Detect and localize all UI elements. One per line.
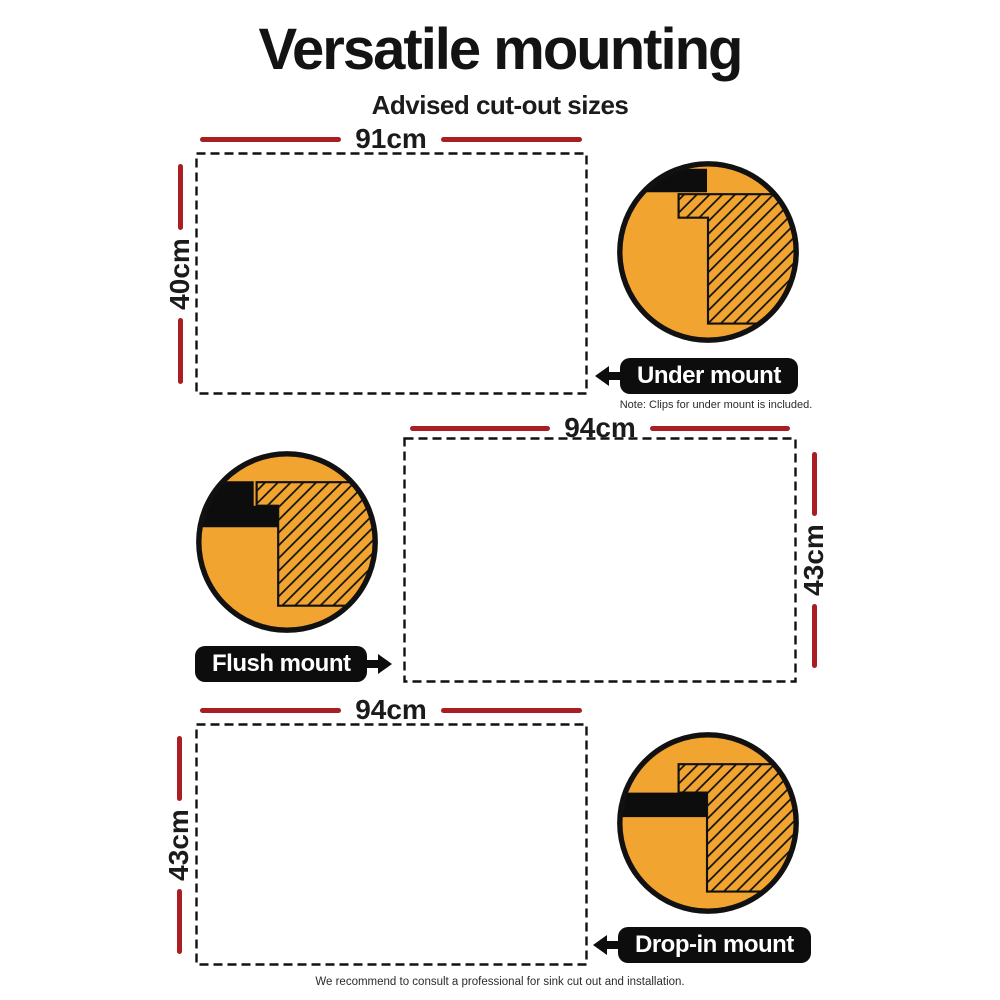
dimension-line — [200, 708, 341, 713]
flush-mount-label: Flush mount — [195, 646, 367, 682]
under-mount-cutout-rectangle — [195, 152, 588, 395]
flush-mount-cutout-rectangle — [403, 437, 797, 683]
under-mount-clips-note: Note: Clips for under mount is included. — [619, 399, 813, 411]
under-mount-label: Under mount — [620, 358, 798, 394]
dimension-line — [441, 708, 582, 713]
height-dimension-label: 40cm — [164, 238, 195, 310]
arrow-right-icon — [367, 651, 393, 677]
dimension-line — [178, 318, 183, 384]
width-dimension-label: 94cm — [564, 412, 636, 443]
dimension-line — [410, 426, 550, 431]
drop-in-mount-height-dimension — [157, 736, 201, 954]
dimension-line — [650, 426, 790, 431]
arrow-left-icon — [592, 932, 618, 958]
drop-in-mount-label: Drop-in mount — [618, 927, 811, 963]
drop-in-mount-width-dimension — [200, 695, 582, 725]
dimension-line — [812, 452, 817, 516]
drop-in-mount-callout — [592, 927, 811, 963]
dimension-line — [441, 137, 582, 142]
drop-in-mount-cutout-rectangle — [195, 723, 588, 966]
dimension-line — [177, 889, 182, 954]
under-mount-cross-section-icon — [610, 154, 806, 350]
arrow-left-icon — [594, 363, 620, 389]
height-dimension-label: 43cm — [798, 524, 829, 596]
under-mount-width-dimension — [200, 124, 582, 154]
dimension-line — [177, 736, 182, 801]
footer-note: We recommend to consult a professional for sink cut out and installation. — [315, 976, 685, 988]
flush-mount-height-dimension — [792, 452, 836, 668]
flush-mount-callout — [195, 646, 393, 682]
dimension-line — [200, 137, 341, 142]
under-mount-height-dimension — [158, 164, 202, 384]
drop-in-mount-cross-section-icon — [610, 725, 806, 921]
flush-mount-cross-section-icon — [189, 444, 385, 640]
width-dimension-label: 91cm — [355, 123, 427, 154]
dimension-line — [812, 604, 817, 668]
height-dimension-label: 43cm — [163, 809, 194, 881]
page-title: Versatile mounting — [258, 17, 742, 82]
dimension-line — [178, 164, 183, 230]
page-subtitle: Advised cut-out sizes — [371, 90, 629, 120]
under-mount-callout — [594, 358, 798, 394]
width-dimension-label: 94cm — [355, 694, 427, 725]
